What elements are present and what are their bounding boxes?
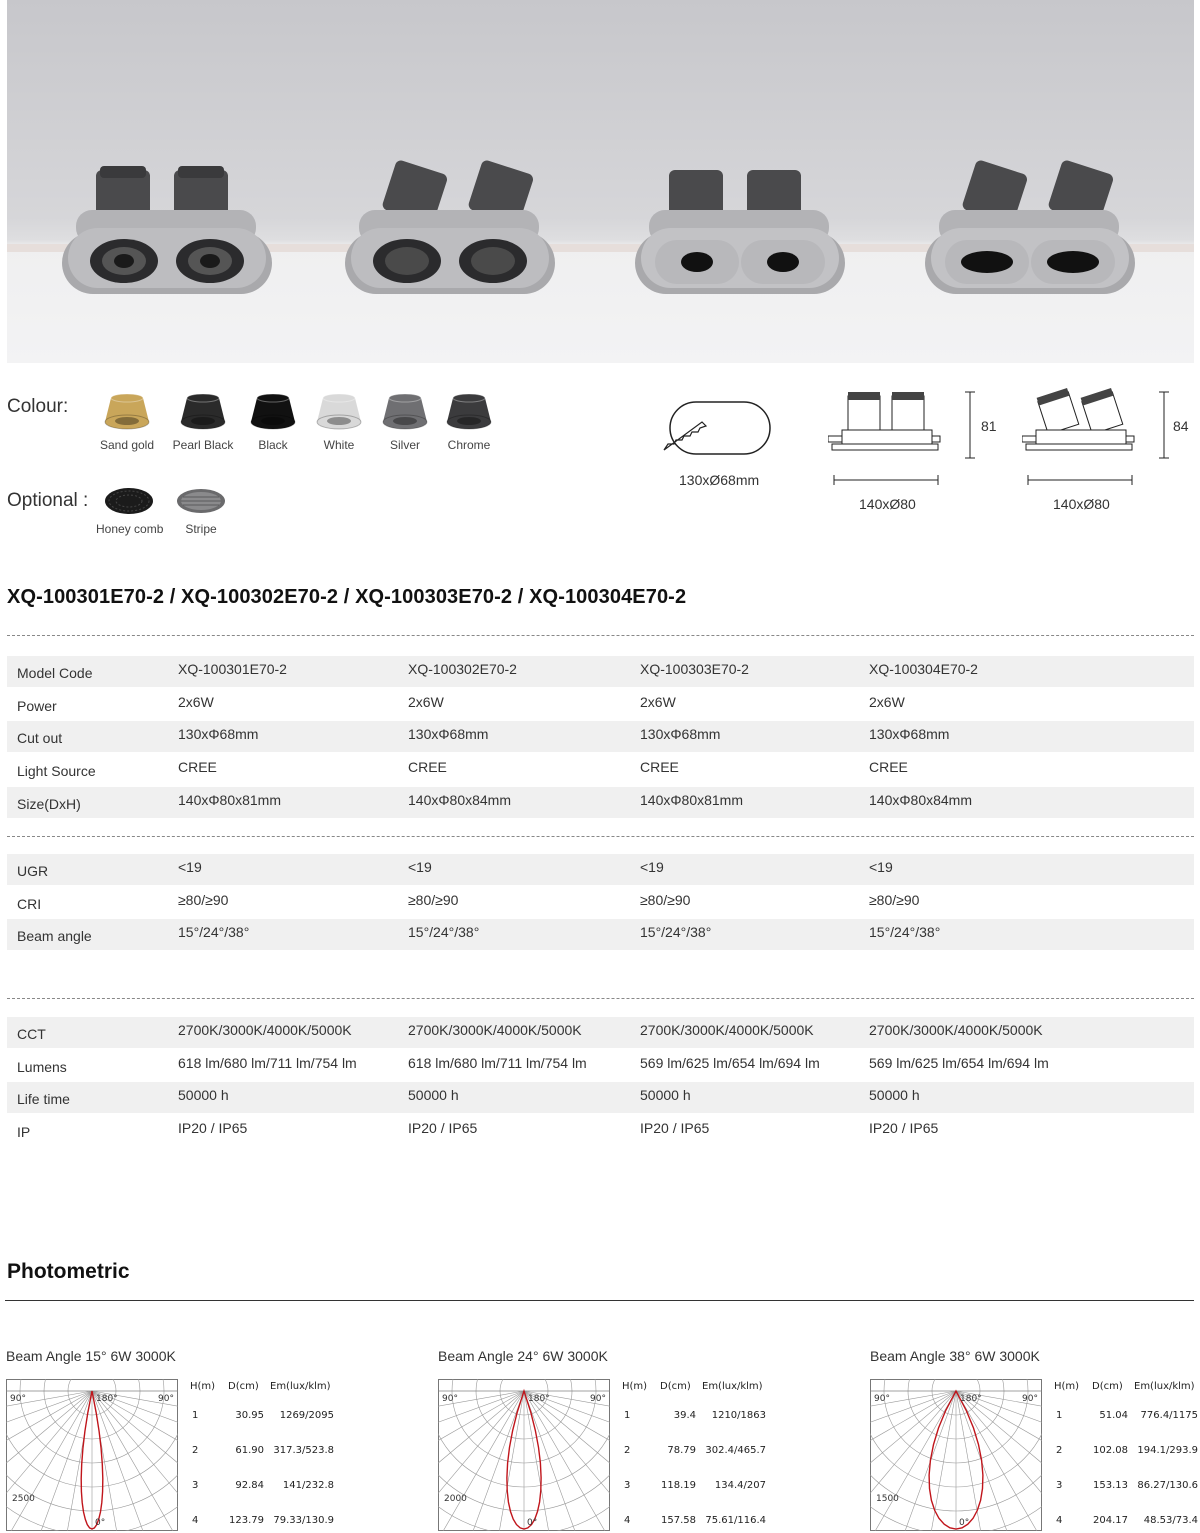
reflector-icon: [445, 392, 493, 432]
photometric-cell: 2: [192, 1445, 199, 1456]
optional-label: Optional :: [7, 490, 89, 511]
colour-name: Sand gold: [99, 438, 155, 452]
size-a-height: 81: [981, 418, 997, 434]
photometric-cell: 204.17: [1093, 1515, 1128, 1526]
spec-value: 2x6W: [640, 693, 676, 710]
photometric-cell: 92.84: [235, 1480, 264, 1491]
spec-value: 2x6W: [178, 693, 214, 710]
photometric-cell: 1269/2095: [279, 1410, 334, 1421]
reflector-icon: [381, 392, 429, 432]
size-b-width: 140xØ80: [1053, 496, 1110, 512]
photometric-divider: [5, 1300, 1194, 1301]
spec-value: 15°/24°/38°: [640, 924, 712, 941]
photometric-cell: 51.04: [1099, 1410, 1128, 1421]
polar-label: 0°: [95, 1518, 106, 1528]
spec-value: IP20 / IP65: [640, 1120, 710, 1137]
spec-value: <19: [408, 859, 432, 875]
photometric-header: Em(lux/klm): [270, 1381, 331, 1392]
reflector-icon: [103, 392, 151, 432]
polar-label: 90°: [442, 1394, 458, 1404]
photometric-cell: 79.33/130.9: [273, 1515, 334, 1526]
colour-label: Colour:: [7, 396, 69, 417]
photometric-header: D(cm): [228, 1381, 259, 1392]
spec-value: 50000 h: [869, 1087, 920, 1104]
photometric-header: D(cm): [660, 1381, 691, 1392]
spec-value: 140xΦ80x81mm: [178, 791, 281, 808]
spec-label: Model Code: [17, 665, 93, 681]
beam-block: [870, 1348, 1200, 1533]
polar-label: 0°: [959, 1518, 970, 1528]
spec-value: 2x6W: [869, 693, 905, 710]
spec-value: 2x6W: [408, 693, 444, 710]
spec-value: 130xΦ68mm: [869, 726, 950, 743]
models-title: XQ-100301E70-2 / XQ-100302E70-2 / XQ-100303E70-2 / XQ-100304E70-2: [7, 586, 687, 608]
spec-value: 130xΦ68mm: [178, 726, 259, 743]
photometric-title: Photometric: [7, 1260, 130, 1283]
colour-swatch: [438, 392, 500, 452]
spec-label: Cut out: [17, 730, 63, 747]
spec-value: ≥80/≥90: [178, 891, 229, 908]
photometric-header: Em(lux/klm): [702, 1381, 763, 1392]
photometric-cell: 4: [1056, 1515, 1063, 1526]
section-divider: [7, 836, 1194, 837]
photometric-cell: 4: [624, 1515, 631, 1526]
spec-value: 2700K/3000K/4000K/5000K: [869, 1022, 1043, 1038]
polar-scale-label: 2000: [444, 1494, 467, 1504]
spec-value: CREE: [178, 759, 217, 776]
spec-value: 569 lm/625 lm/654 lm/694 lm: [869, 1054, 1049, 1071]
spec-label: IP: [17, 1124, 31, 1141]
spec-value: 618 lm/680 lm/711 lm/754 lm: [178, 1054, 357, 1071]
photometric-cell: 2: [1056, 1445, 1063, 1456]
section-divider: [7, 998, 1194, 999]
polar-label: 90°: [10, 1394, 26, 1404]
colour-swatch: [242, 392, 304, 452]
spec-value: 50000 h: [408, 1087, 459, 1104]
fixture-xq-100302: [345, 160, 555, 300]
photometric-cell: 48.53/73.4: [1143, 1515, 1198, 1526]
section-divider: [7, 635, 1194, 636]
photometric-cell: 317.3/523.8: [273, 1445, 334, 1456]
photometric-cell: 3: [192, 1480, 199, 1491]
polar-label: 90°: [874, 1394, 890, 1404]
spec-value: 2700K/3000K/4000K/5000K: [408, 1022, 582, 1038]
photometric-header: Em(lux/klm): [1134, 1381, 1195, 1392]
spec-value: 2700K/3000K/4000K/5000K: [178, 1022, 352, 1038]
beam-title: Beam Angle 38° 6W 3000K: [870, 1348, 1040, 1364]
reflector-icon: [179, 392, 227, 432]
fixture-xq-100303: [635, 160, 845, 300]
colour-name: Black: [258, 438, 288, 452]
photometric-cell: 302.4/465.7: [705, 1445, 766, 1456]
spec-value: CREE: [869, 759, 908, 776]
spec-row: [7, 1017, 1194, 1048]
spec-row: [7, 1115, 1194, 1146]
spec-row: [7, 754, 1194, 785]
size-drawing-straight: [828, 388, 978, 488]
fixture-xq-100304: [925, 160, 1135, 300]
colour-name: White: [323, 438, 355, 452]
photometric-cell: 776.4/1175: [1140, 1410, 1198, 1421]
spec-label: Lumens: [17, 1058, 67, 1075]
product-hero-image: [7, 0, 1194, 363]
spec-value: IP20 / IP65: [408, 1120, 478, 1137]
beam-title: Beam Angle 15° 6W 3000K: [6, 1348, 176, 1364]
spec-value: ≥80/≥90: [869, 891, 920, 908]
reflector-icon: [249, 392, 297, 432]
spec-value: CREE: [408, 759, 447, 776]
spec-row: [7, 689, 1194, 720]
photometric-cell: 2: [624, 1445, 631, 1456]
beam-block: [6, 1348, 366, 1533]
spec-value: 140xΦ80x84mm: [869, 791, 972, 808]
photometric-cell: 86.27/130.6: [1137, 1480, 1198, 1491]
polar-diagram: [6, 1379, 178, 1531]
photometric-cell: 123.79: [229, 1515, 264, 1526]
spec-value: ≥80/≥90: [640, 891, 691, 908]
spec-row: [7, 656, 1194, 687]
optional-name: Stripe: [185, 522, 217, 536]
colour-swatch: [374, 392, 436, 452]
photometric-header: H(m): [1054, 1381, 1080, 1392]
photometric-cell: 75.61/116.4: [705, 1515, 766, 1526]
beam-title: Beam Angle 24° 6W 3000K: [438, 1348, 608, 1364]
photometric-cell: 4: [192, 1515, 199, 1526]
spec-value: IP20 / IP65: [869, 1120, 939, 1137]
spec-label: Beam angle: [17, 928, 92, 945]
spec-value: XQ-100304E70-2: [869, 661, 978, 677]
spec-label: Life time: [17, 1091, 70, 1108]
polar-scale-label: 1500: [876, 1494, 899, 1504]
photometric-header: H(m): [190, 1381, 216, 1392]
honeycomb-icon: [103, 486, 155, 516]
photometric-cell: 134.4/207: [714, 1480, 766, 1491]
spec-value: XQ-100301E70-2: [178, 661, 287, 677]
photometric-cell: 61.90: [235, 1445, 264, 1456]
photometric-cell: 194.1/293.9: [1137, 1445, 1198, 1456]
colour-name: Chrome: [447, 438, 491, 452]
photometric-cell: 102.08: [1093, 1445, 1128, 1456]
optional-name: Honey comb: [96, 522, 164, 536]
photometric-cell: 157.58: [661, 1515, 696, 1526]
photometric-cell: 78.79: [667, 1445, 696, 1456]
polar-label: 90°: [590, 1394, 606, 1404]
spec-value: XQ-100303E70-2: [640, 661, 749, 677]
spec-label: CCT: [17, 1026, 46, 1042]
size-drawing-tilted: [1022, 388, 1172, 488]
polar-label: 0°: [527, 1518, 538, 1528]
spec-value: ≥80/≥90: [408, 891, 459, 908]
spec-value: 2700K/3000K/4000K/5000K: [640, 1022, 814, 1038]
spec-value: 140xΦ80x84mm: [408, 791, 511, 808]
spec-value: 50000 h: [178, 1087, 229, 1104]
size-b-height: 84: [1173, 418, 1189, 434]
fixture-xq-100301: [62, 160, 272, 300]
spec-value: 618 lm/680 lm/711 lm/754 lm: [408, 1054, 587, 1071]
photometric-header: D(cm): [1092, 1381, 1123, 1392]
spec-value: 130xΦ68mm: [408, 726, 489, 743]
cutout-dimension: 130xØ68mm: [679, 472, 760, 488]
photometric-cell: 39.4: [673, 1410, 696, 1421]
colour-name: Silver: [389, 438, 420, 452]
colour-swatch: [172, 392, 234, 452]
polar-label: 180°: [528, 1394, 550, 1404]
spec-value: 50000 h: [640, 1087, 691, 1104]
photometric-cell: 153.13: [1093, 1480, 1128, 1491]
spec-label: Light Source: [17, 763, 96, 780]
colour-name: Pearl Black: [172, 438, 234, 452]
size-a-width: 140xØ80: [859, 496, 916, 512]
spec-row: [7, 1082, 1194, 1113]
photometric-cell: 141/232.8: [282, 1480, 334, 1491]
spec-label: Size(DxH): [17, 795, 81, 812]
spec-value: 15°/24°/38°: [869, 924, 941, 941]
photometric-header: H(m): [622, 1381, 648, 1392]
cutout-drawing: [662, 400, 774, 460]
polar-diagram: [438, 1379, 610, 1531]
optional-honeycomb: [96, 486, 162, 536]
spec-value: XQ-100302E70-2: [408, 661, 517, 677]
spec-label: Power: [17, 697, 57, 714]
spec-value: <19: [640, 859, 664, 875]
spec-label: UGR: [17, 863, 49, 879]
polar-diagram: [870, 1379, 1042, 1531]
optional-stripe: [170, 486, 232, 536]
spec-label: CRI: [17, 895, 42, 912]
colour-swatch: [308, 392, 370, 452]
spec-row: [7, 919, 1194, 950]
polar-label: 180°: [96, 1394, 118, 1404]
spec-value: 15°/24°/38°: [178, 924, 250, 941]
spec-row: [7, 854, 1194, 885]
polar-label: 180°: [960, 1394, 982, 1404]
spec-value: <19: [869, 859, 893, 875]
spec-value: 15°/24°/38°: [408, 924, 480, 941]
polar-scale-label: 2500: [12, 1494, 35, 1504]
spec-value: <19: [178, 859, 202, 875]
spec-row: [7, 1050, 1194, 1081]
spec-value: 130xΦ68mm: [640, 726, 721, 743]
spec-value: CREE: [640, 759, 679, 776]
photometric-cell: 3: [1056, 1480, 1063, 1491]
beam-block: [438, 1348, 798, 1533]
polar-label: 90°: [158, 1394, 174, 1404]
photometric-cell: 3: [624, 1480, 631, 1491]
spec-row: [7, 721, 1194, 752]
colour-swatch: [96, 392, 158, 452]
spec-row: [7, 887, 1194, 918]
spec-value: 140xΦ80x81mm: [640, 791, 743, 808]
photometric-cell: 1: [1056, 1410, 1063, 1421]
photometric-cell: 1210/1863: [711, 1410, 766, 1421]
photometric-cell: 30.95: [235, 1410, 264, 1421]
spec-value: 569 lm/625 lm/654 lm/694 lm: [640, 1054, 820, 1071]
reflector-icon: [315, 392, 363, 432]
polar-label: 90°: [1022, 1394, 1038, 1404]
photometric-cell: 118.19: [661, 1480, 696, 1491]
photometric-cell: 1: [192, 1410, 199, 1421]
spec-value: IP20 / IP65: [178, 1120, 248, 1137]
photometric-cell: 1: [624, 1410, 631, 1421]
spec-row: [7, 787, 1194, 818]
stripe-icon: [175, 486, 227, 516]
